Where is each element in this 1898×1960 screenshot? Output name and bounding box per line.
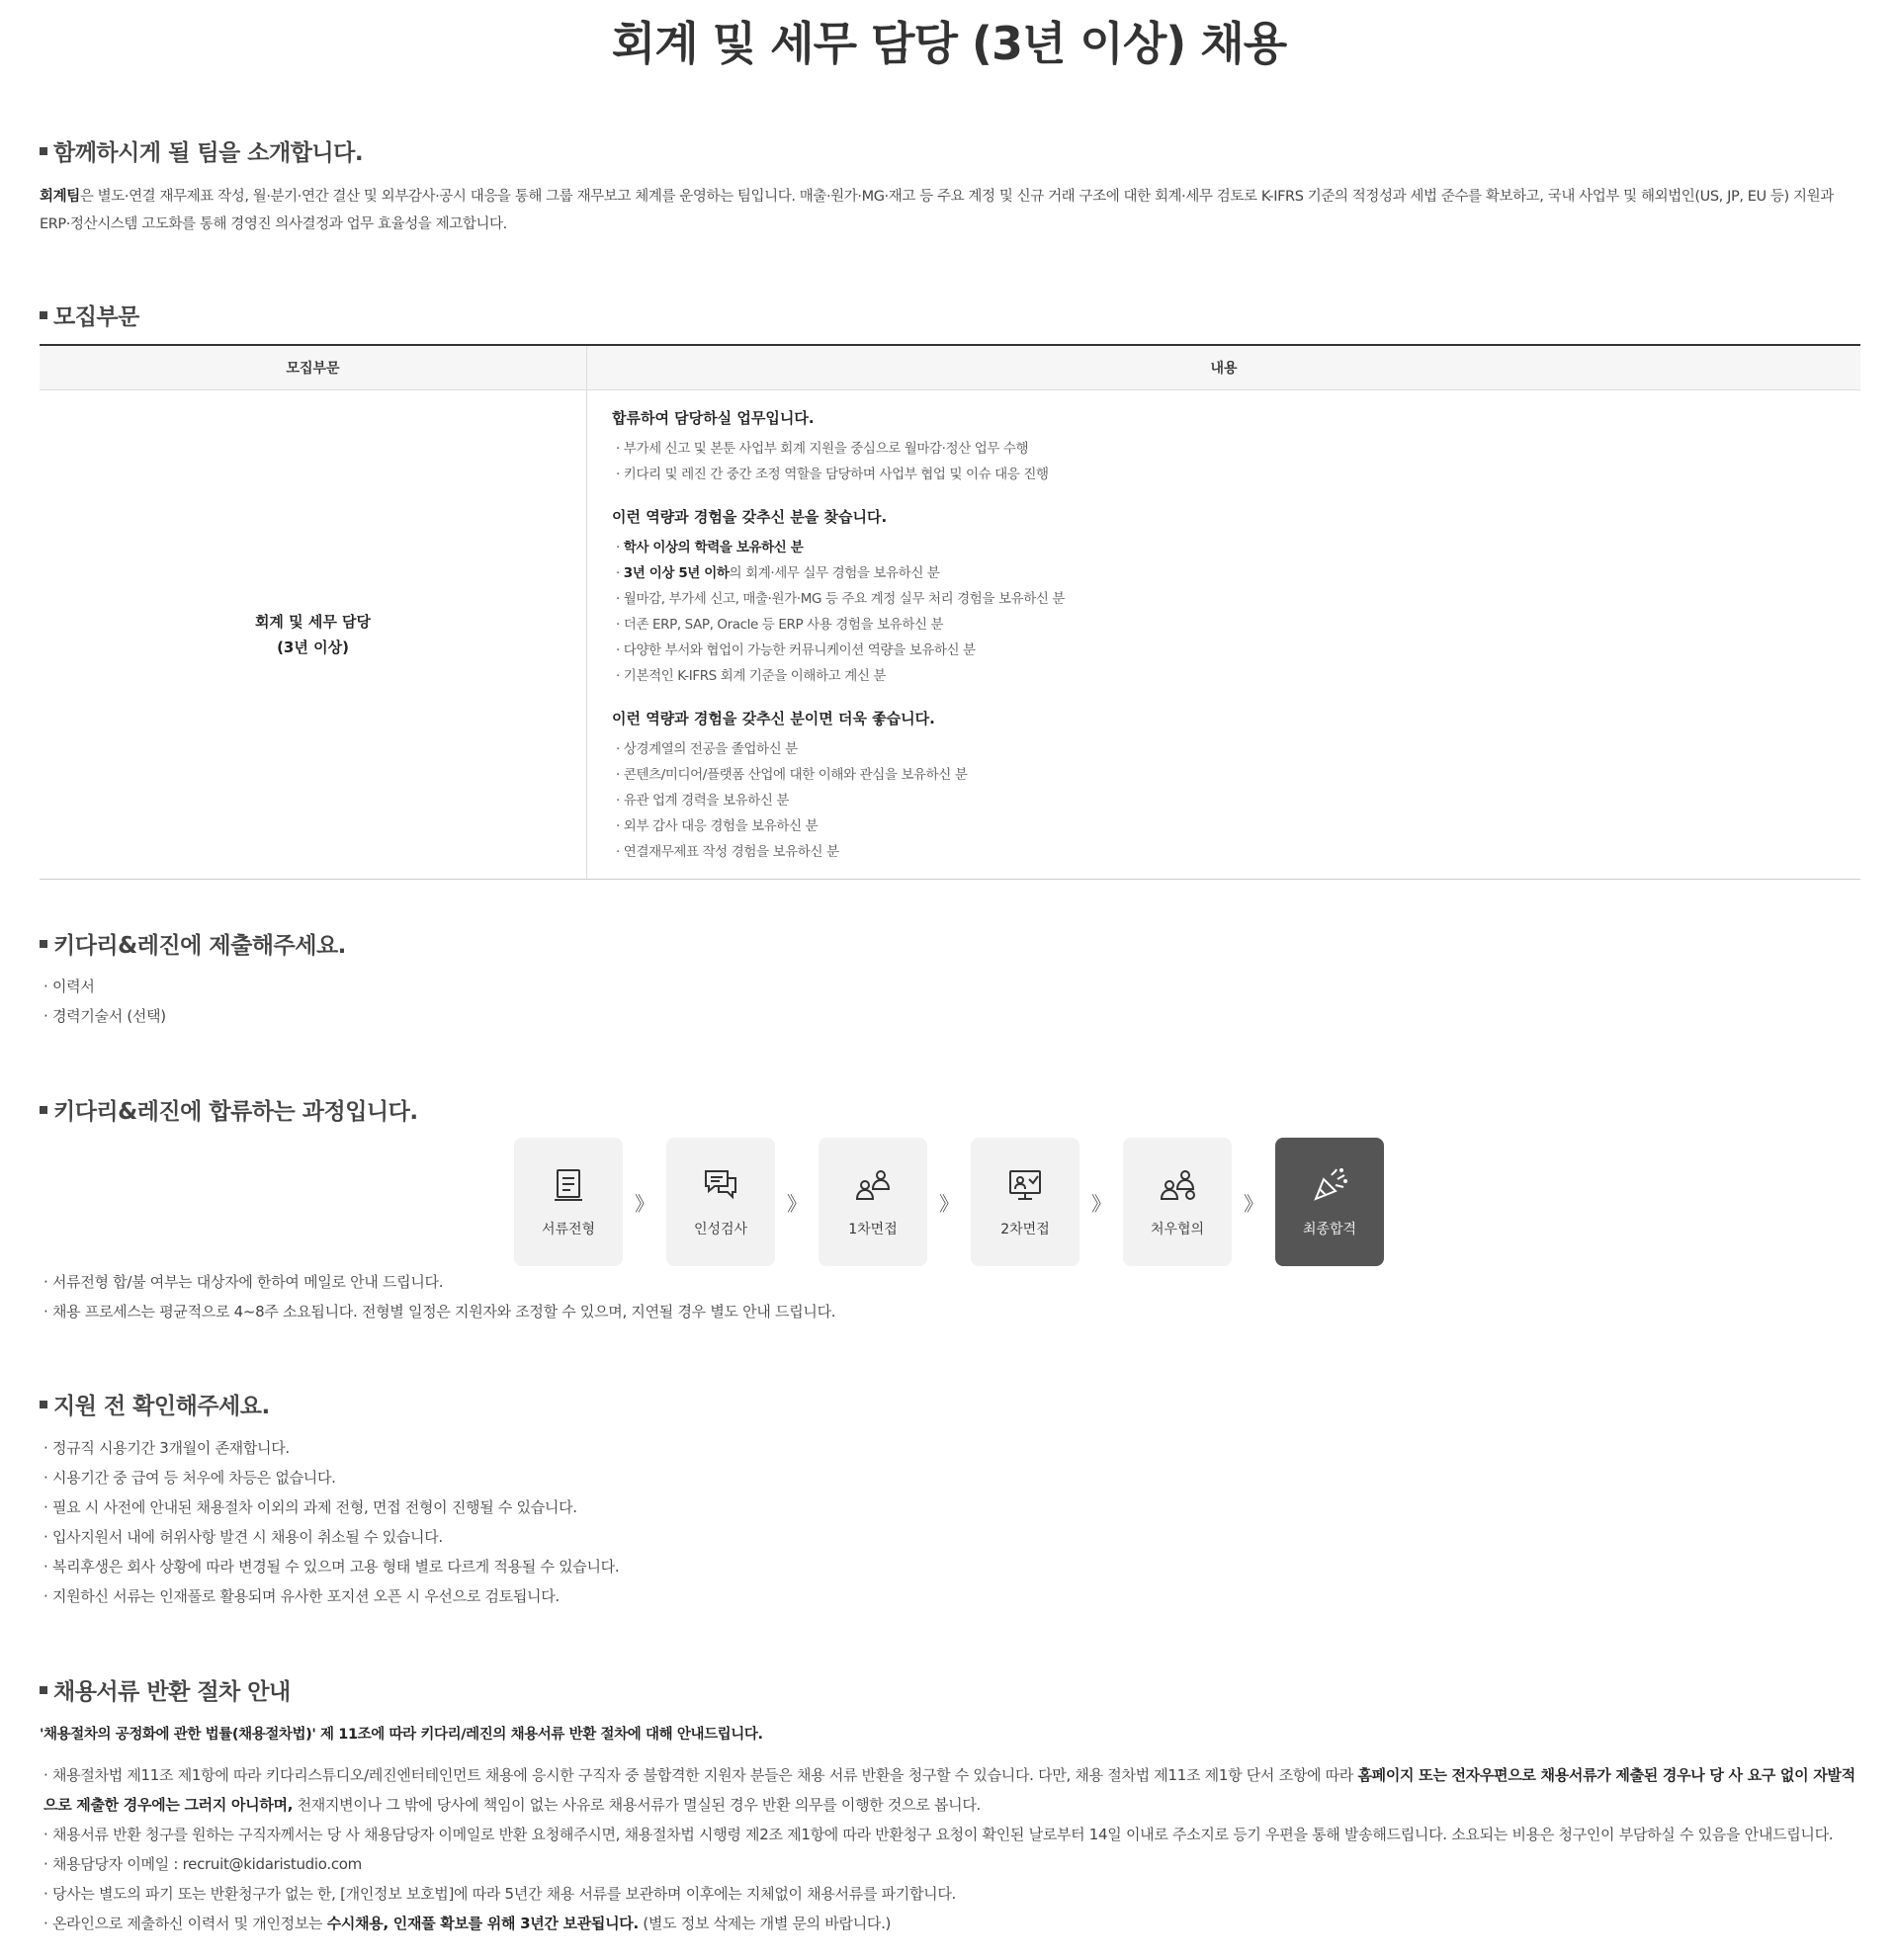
list-item: · 학사 이상의 학력을 보유하신 분 bbox=[616, 535, 1860, 560]
list-item: · 필요 시 사전에 안내된 채용절차 이외의 과제 전형, 면접 전형이 진행될 수 있습니다. bbox=[43, 1492, 1862, 1522]
chevron-right-icon: 》 bbox=[635, 1191, 654, 1216]
check-list bbox=[43, 1433, 1862, 1611]
position-name: 회계 및 세무 담당 bbox=[254, 613, 372, 631]
process-steps bbox=[514, 1138, 1384, 1266]
submit-list bbox=[43, 972, 1862, 1031]
list-item: · 기본적인 K-IFRS 회계 기준을 이해하고 계신 분 bbox=[616, 663, 1860, 689]
preferred-list bbox=[612, 736, 1860, 865]
process-step: 2차면접 bbox=[971, 1138, 1079, 1266]
square-bullet-icon bbox=[40, 1686, 47, 1694]
position-cell bbox=[40, 390, 587, 880]
list-item: · 이력서 bbox=[43, 972, 1862, 1001]
process-step: 인성검사 bbox=[666, 1138, 775, 1266]
process-step-final: 최종합격 bbox=[1275, 1138, 1384, 1266]
content-cell bbox=[587, 390, 1861, 880]
list-item: · 콘텐츠/미디어/플랫폼 산업에 대한 이해와 관심을 보유하신 분 bbox=[616, 762, 1860, 788]
process-heading: 키다리&레진에 합류하는 과정입니다. bbox=[40, 1093, 418, 1126]
list-item: · 상경계열의 전공을 졸업하신 분 bbox=[616, 736, 1860, 762]
duties-list bbox=[612, 436, 1860, 487]
list-item: · 월마감, 부가세 신고, 매출·원가·MG 등 주요 계정 실무 처리 경험을 보유하신 분 bbox=[616, 586, 1860, 612]
team-intro-description: 회계팀은 별도·연결 재무제표 작성, 월·분기·연간 결산 및 외부감사·공시 대응을 통해 그룹 재무보고 체계를 운영하는 팀입니다. 매출·원가·MG·재고 등 주요 계정 및 신규 거래 구조에 대한 회계·세무 검토로 K-IFRS 기준의 적정성과 세법 준수를 확보하고, 국내 사업부 및 해외법인(US, JP, EU 등) 지원과 ERP·정산시스템 고도화를 통해 경영진 의사결정과 업무 효율성을 제고합니다. bbox=[40, 189, 1834, 232]
chevron-right-icon: 》 bbox=[1244, 1191, 1263, 1216]
team-name: 회계팀 bbox=[40, 189, 80, 205]
process-notes bbox=[43, 1267, 1862, 1326]
list-item: · 경력기술서 (선택) bbox=[43, 1001, 1862, 1031]
negotiation-icon bbox=[1158, 1165, 1197, 1205]
list-item: · 외부 감사 대응 경험을 보유하신 분 bbox=[616, 813, 1860, 839]
column-header-position: 모집부문 bbox=[40, 345, 587, 390]
list-item: · 부가세 신고 및 본툰 사업부 회계 지원을 중심으로 월마감·정산 업무 수행 bbox=[616, 436, 1860, 462]
list-item: · 지원하신 서류는 인재풀로 활용되며 유사한 포지션 오픈 시 우선으로 검토됩니다. bbox=[43, 1581, 1862, 1611]
list-item: · 채용담당자 이메일 : recruit@kidaristudio.com bbox=[43, 1849, 1862, 1879]
list-item: · 더존 ERP, SAP, Oracle 등 ERP 사용 경험을 보유하신 분 bbox=[616, 612, 1860, 638]
party-popper-icon bbox=[1310, 1165, 1349, 1205]
square-bullet-icon bbox=[40, 1401, 47, 1408]
team-intro-heading: 함께하시게 될 팀을 소개합니다. bbox=[40, 134, 363, 167]
list-item: · 3년 이상 5년 이하의 회계·세무 실무 경험을 보유하신 분 bbox=[616, 560, 1860, 586]
list-item: · 복리후생은 회사 상황에 따라 변경될 수 있으며 고용 형태 별로 다르게 적용될 수 있습니다. bbox=[43, 1552, 1862, 1581]
column-header-content: 내용 bbox=[587, 345, 1861, 390]
chevron-right-icon: 》 bbox=[1091, 1191, 1111, 1216]
list-item: · 다양한 부서와 협업이 가능한 커뮤니케이션 역량을 보유하신 분 bbox=[616, 638, 1860, 663]
square-bullet-icon bbox=[40, 1106, 47, 1114]
requirements-title: 이런 역량과 경험을 갖추신 분을 찾습니다. bbox=[612, 508, 888, 526]
square-bullet-icon bbox=[40, 311, 47, 319]
requirements-list bbox=[612, 535, 1860, 689]
return-docs-list bbox=[43, 1760, 1862, 1938]
return-docs-heading: 채용서류 반환 절차 안내 bbox=[40, 1673, 291, 1706]
list-item: · 채용절차법 제11조 제1항에 따라 키다리스튜디오/레진엔터테인먼트 채용에 응시한 구직자 중 불합격한 지원자 분들은 채용 서류 반환을 청구할 수 있습니다. 다만, 채용 절차법 제11조 제1항 단서 조항에 따라 홈페이지 또는 전자우편으로 채용서류가 제출된 경우나 당 사 요구 없이 자발적으로 제출한 경우에는 그러지 아니하며, 천재지변이나 그 밖에 당사에 책임이 없는 사유로 채용서류가 멸실된 경우 반환 의무를 이행한 것으로 봅니다. bbox=[43, 1760, 1862, 1820]
recruit-table bbox=[40, 344, 1860, 880]
list-item: · 입사지원서 내에 허위사항 발견 시 채용이 취소될 수 있습니다. bbox=[43, 1522, 1862, 1552]
video-interview-icon bbox=[1005, 1165, 1045, 1205]
square-bullet-icon bbox=[40, 940, 47, 948]
list-item: · 온라인으로 제출하신 이력서 및 개인정보는 수시채용, 인재풀 확보를 위해 3년간 보관됩니다. (별도 정보 삭제는 개별 문의 바랍니다.) bbox=[43, 1909, 1862, 1938]
list-item: · 서류전형 합/불 여부는 대상자에 한하여 메일로 안내 드립니다. bbox=[43, 1267, 1862, 1297]
recruit-heading: 모집부문 bbox=[40, 298, 139, 331]
submit-heading: 키다리&레진에 제출해주세요. bbox=[40, 927, 346, 960]
list-item: · 채용서류 반환 청구를 원하는 구직자께서는 당 사 채용담당자 이메일로 반환 요청해주시면, 채용절차법 시행령 제2조 제1항에 따라 반환청구 요청이 확인된 날로부터 14일 이내로 주소지로 등기 우편을 통해 발송해드립니다. 소요되는 비용은 청구인이 부담하실 수 있음을 안내드립니다. bbox=[43, 1820, 1862, 1849]
duties-title: 합류하여 담당하실 업무입니다. bbox=[612, 409, 815, 427]
list-item: · 채용 프로세스는 평균적으로 4~8주 소요됩니다. 전형별 일정은 지원자와 조정할 수 있으며, 지연될 경우 별도 안내 드립니다. bbox=[43, 1297, 1862, 1326]
list-item: · 유관 업계 경력을 보유하신 분 bbox=[616, 788, 1860, 813]
return-docs-intro: '채용절차의 공정화에 관한 법률(채용절차법)' 제 11조에 따라 키다리/레진의 채용서류 반환 절차에 대해 안내드립니다. bbox=[40, 1727, 763, 1743]
preferred-title: 이런 역량과 경험을 갖추신 분이면 더욱 좋습니다. bbox=[612, 710, 935, 727]
process-step: 처우협의 bbox=[1123, 1138, 1232, 1266]
square-bullet-icon bbox=[40, 147, 47, 155]
list-item: · 키다리 및 레진 간 중간 조정 역할을 담당하며 사업부 협업 및 이슈 대응 진행 bbox=[616, 462, 1860, 487]
document-icon bbox=[549, 1165, 588, 1205]
interview-icon bbox=[853, 1165, 893, 1205]
position-experience: (3년 이상) bbox=[277, 639, 349, 656]
list-item: · 당사는 별도의 파기 또는 반환청구가 없는 한, [개인정보 보호법]에 따라 5년간 채용 서류를 보관하며 이후에는 지체없이 채용서류를 파기합니다. bbox=[43, 1879, 1862, 1909]
page-title: 회계 및 세무 담당 (3년 이상) 채용 bbox=[611, 17, 1287, 70]
table-row bbox=[40, 390, 1860, 880]
list-item: · 연결재무제표 작성 경험을 보유하신 분 bbox=[616, 839, 1860, 865]
process-step: 1차면접 bbox=[819, 1138, 927, 1266]
chevron-right-icon: 》 bbox=[939, 1191, 959, 1216]
list-item: · 시용기간 중 급여 등 처우에 차등은 없습니다. bbox=[43, 1463, 1862, 1492]
list-item: · 정규직 시용기간 3개월이 존재합니다. bbox=[43, 1433, 1862, 1463]
chevron-right-icon: 》 bbox=[787, 1191, 807, 1216]
chat-bubbles-icon bbox=[701, 1165, 740, 1205]
check-heading: 지원 전 확인해주세요. bbox=[40, 1388, 270, 1420]
process-step: 서류전형 bbox=[514, 1138, 623, 1266]
